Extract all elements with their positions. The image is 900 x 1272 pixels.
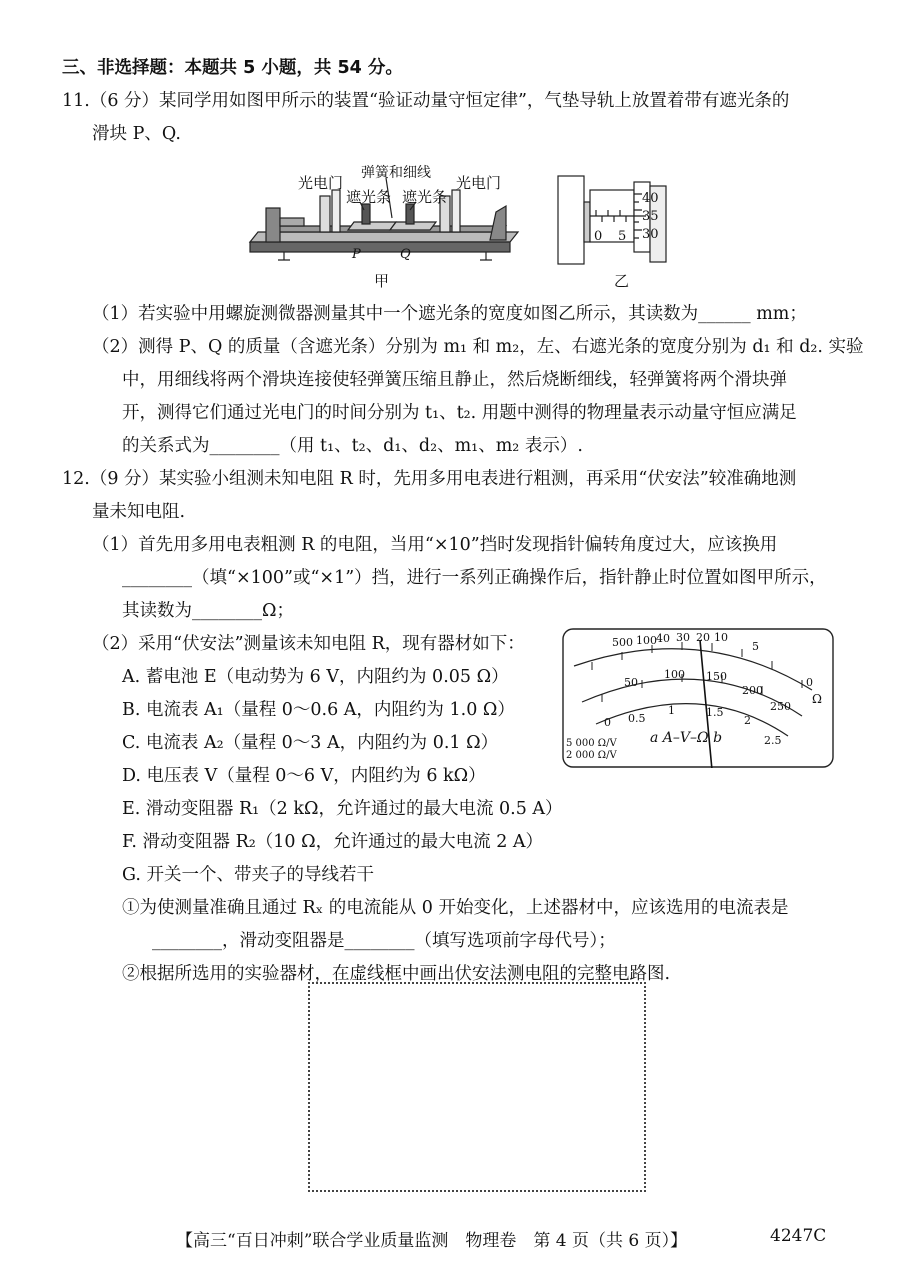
q11-sub2-line-4: 的关系式为________（用 t₁、t₂、d₁、d₂、m₁、m₂ 表示）. <box>122 436 583 456</box>
q12-part1-line-2: ________，滑动变阻器是________（填写选项前字母代号）； <box>152 931 616 951</box>
meter-ohm-scale-500: 500 <box>612 636 633 649</box>
meter-ac-scale-0: 0 <box>604 716 611 729</box>
q12-sub1-line-1: （1）首先用多用电表粗测 R 的电阻，当用“×10”挡时发现指针偏转角度过大，应该换用 <box>92 535 778 555</box>
micrometer-figure <box>556 172 686 267</box>
section-heading: 三、非选择题：本题共 5 小题，共 54 分。 <box>62 58 403 78</box>
meter-ac-scale-2: 2 <box>744 714 751 727</box>
label-gate-right: 光电门 <box>456 174 502 192</box>
label-shade-right: 遮光条 <box>402 188 448 206</box>
meter-dc-scale-50: 50 <box>624 676 638 689</box>
q12-sub1-line-2: ________（填“×100”或“×1”）挡，进行一系列正确操作后，指针静止时位置如图甲所示， <box>122 568 827 588</box>
meter-spec-5000: 5 000 Ω/V <box>566 738 617 749</box>
meter-dc-scale-100: 100 <box>664 668 685 681</box>
meter-spec-2000: 2 000 Ω/V <box>566 750 617 761</box>
meter-ac-scale-1: 1 <box>668 704 675 717</box>
q11-stem-line-2: 滑块 P、Q. <box>92 124 181 144</box>
meter-ohm-scale-100: 100 <box>636 634 657 647</box>
option-a: A. 蓄电池 E（电动势为 6 V，内阻约为 0.05 Ω） <box>122 667 509 687</box>
paper-code: 4247C <box>770 1226 827 1246</box>
micrometer-tick-40: 40 <box>642 191 659 206</box>
page-footer: 【高三“百日冲刺”联合学业质量监测 物理卷 第 4 页（共 6 页）】 <box>176 1231 688 1251</box>
meter-ohm-scale-5: 5 <box>752 640 759 653</box>
q11-sub1: （1）若实验中用螺旋测微器测量其中一个遮光条的宽度如图乙所示，其读数为______ mm； <box>92 304 807 324</box>
label-gate-left: 光电门 <box>298 174 344 192</box>
meter-ohm-scale-20: 20 <box>696 631 710 644</box>
q12-part2: ②根据所选用的实验器材，在虚线框中画出伏安法测电阻的完整电路图. <box>122 964 671 984</box>
meter-center-label: a A–V–Ω b <box>650 730 723 746</box>
meter-ac-scale-1-5: 1.5 <box>706 706 724 719</box>
meter-dc-scale-150: 150 <box>706 670 727 683</box>
meter-dc-scale-250: 250 <box>770 700 791 713</box>
q11-sub2-line-1: （2）测得 P、Q 的质量（含遮光条）分别为 m₁ 和 m₂，左、右遮光条的宽度分别为 d₁ 和 d₂. 实验 <box>92 337 864 357</box>
option-e: E. 滑动变阻器 R₁（2 kΩ，允许通过的最大电流 0.5 A） <box>122 799 563 819</box>
label-slider-p: P <box>352 247 361 262</box>
figure-jia-caption: 甲 <box>374 272 390 290</box>
q11-sub2-line-3: 开，测得它们通过光电门的时间分别为 t₁、t₂. 用题中测得的物理量表示动量守恒应满足 <box>122 403 797 423</box>
micrometer-main-5: 5 <box>618 229 627 244</box>
option-c: C. 电流表 A₂（量程 0～3 A，内阻约为 0.1 Ω） <box>122 733 499 753</box>
q12-stem-line-2: 量未知电阻. <box>92 502 186 522</box>
micrometer-tick-35: 35 <box>642 209 659 224</box>
label-spring-thread: 弹簧和细线 <box>361 165 431 181</box>
q11-stem-line-1: 11.（6 分）某同学用如图甲所示的装置“验证动量守恒定律”，气垫导轨上放置着带有遮光条的 <box>62 91 790 111</box>
option-b: B. 电流表 A₁（量程 0～0.6 A，内阻约为 1.0 Ω） <box>122 700 515 720</box>
meter-ohm-scale-40: 40 <box>656 632 670 645</box>
meter-ohm-scale-10: 10 <box>714 631 728 644</box>
q11-sub2-line-2: 中，用细线将两个滑块连接使轻弹簧压缩且静止，然后烧断细线，轻弹簧将两个滑块弹 <box>122 370 787 390</box>
figure-yi-caption: 乙 <box>614 272 630 290</box>
q12-sub1-line-3: 其读数为________Ω； <box>122 601 295 621</box>
meter-dc-scale-200: 200 <box>742 684 763 697</box>
q12-sub2-intro: （2）采用“伏安法”测量该未知电阻 R，现有器材如下： <box>92 634 525 654</box>
meter-ac-scale-0-5: 0.5 <box>628 712 646 725</box>
q12-stem-line-1: 12.（9 分）某实验小组测未知电阻 R 时，先用多用电表进行粗测，再采用“伏安法”较准确地测 <box>62 469 797 489</box>
meter-ohm-scale-0: 0 <box>806 676 813 689</box>
meter-ohm-symbol: Ω <box>812 692 822 706</box>
circuit-drawing-box[interactable] <box>308 982 646 1192</box>
q12-part1-line-1: ①为使测量准确且通过 Rₓ 的电流能从 0 开始变化，上述器材中，应该选用的电流表是 <box>122 898 789 918</box>
option-d: D. 电压表 V（量程 0～6 V，内阻约为 6 kΩ） <box>122 766 486 786</box>
label-slider-q: Q <box>400 247 411 262</box>
label-shade-left: 遮光条 <box>346 188 392 206</box>
meter-ac-scale-2-5: 2.5 <box>764 734 782 747</box>
micrometer-tick-30: 30 <box>642 227 659 242</box>
micrometer-main-0: 0 <box>594 229 603 244</box>
meter-ohm-scale-30: 30 <box>676 631 690 644</box>
option-g: G. 开关一个、带夹子的导线若干 <box>122 865 374 885</box>
option-f: F. 滑动变阻器 R₂（10 Ω，允许通过的最大电流 2 A） <box>122 832 544 852</box>
